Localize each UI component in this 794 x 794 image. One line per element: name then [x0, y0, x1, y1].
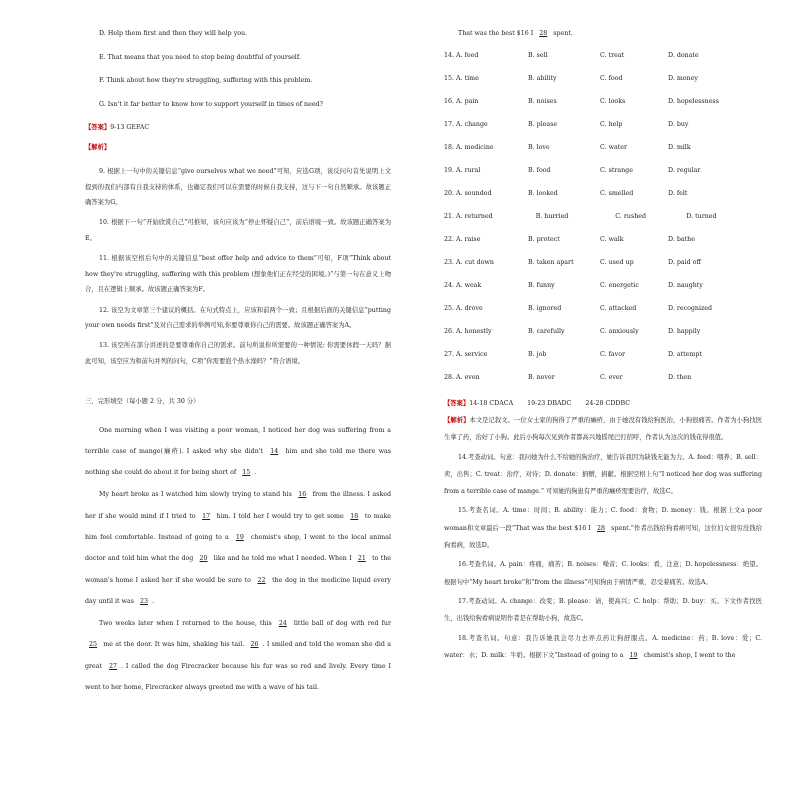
story-paragraph-2: My heart broke as I watched him slowly trying to stand his 16 from the illness. I asked her if she would mind if I tried to 17 him. I told her I would try to get some 18 to make him feel comfortable. Instead of going to a 19 chemist's shop, I went to the local animal doctor and told him what the dog 20 like and he told me what I needed. When I 21 to the woman's home I asked her if she would be sure to 22 the dog in the medicine liquid every day until it was 23 . — [85, 491, 392, 605]
analysis-16: 16.考查名词。A. pain：疼痛，痛苦；B. noises：噪音；C. looks：看，注意；D. hopelessness：绝望。根据句中“My heart broke”和“from the illness”可知狗由于病情严重，忍受着痛苦。故选A。 — [444, 561, 762, 586]
question-option: D. attempt — [668, 351, 702, 358]
question-option: 27. A. service — [444, 351, 488, 358]
question-option: C. energetic — [600, 282, 639, 289]
answer-tag: 【答案】 — [444, 400, 470, 407]
question-option: 24. A. weak — [444, 282, 482, 289]
question-option: D. milk — [668, 144, 691, 151]
question-option: D. paid off — [668, 259, 701, 266]
question-row — [444, 52, 762, 75]
question-option: D. hopelessness — [668, 98, 719, 105]
question-option: D. regular — [668, 167, 701, 174]
story-paragraph-3: Two weeks later when I returned to the house, this 24 little ball of dog with red fur 25 me at the door. It was him, shaking his tail. 26 . I smiled and told the woman she did a great 27 . I called the dog Firecracker because his fur was so red and lively. Every time I went to her home, Firecracker always greeted me with a wave of his tail. — [85, 620, 391, 692]
question-row — [444, 98, 762, 121]
question-option: B. sell — [528, 52, 548, 59]
question-option: D. then — [668, 374, 692, 381]
answer-line-9-13 — [85, 124, 391, 132]
question-option: C. ever — [600, 374, 623, 381]
blank-17: 17 — [202, 512, 211, 520]
question-option: B. taken apart — [528, 259, 574, 266]
question-option: 22. A. raise — [444, 236, 481, 243]
question-row — [444, 167, 762, 190]
analysis-17: 17.考查动词。A. change：改变；B. please：请，使高兴；C. help：帮助；D. buy：买。下文作者找医生，出钱给狗看病说明作者是在帮助小狗，故选C。 — [444, 597, 762, 623]
question-option: B. looked — [528, 190, 558, 197]
analysis-13: 13. 该空所在部分讲述的是要尊重你自己的需求。前句所说你所需要的一种情况: 你需要休假一天吗？据此可知，该空应为和前句并列的问句，C项“你需要泡个热水澡吗？”符合语境。 — [85, 342, 391, 365]
question-option: C. rushed — [615, 213, 647, 220]
question-option: C. walk — [600, 236, 624, 243]
question-option: D. bathe — [668, 236, 695, 243]
question-option: B. carefully — [528, 328, 565, 335]
right-column — [444, 30, 762, 666]
answer-text: 9-13 GEFAC — [110, 124, 150, 131]
question-option: B. never — [528, 374, 555, 381]
blank-19: 19 — [235, 533, 244, 541]
question-option: B. love — [528, 144, 550, 151]
blank-25: 25 — [89, 641, 98, 649]
question-option: 17. A. change — [444, 121, 488, 128]
question-row — [444, 305, 762, 328]
question-option: B. funny — [528, 282, 555, 289]
question-row — [444, 351, 762, 374]
question-option: C. used up — [600, 259, 634, 266]
question-option: 26. A. honestly — [444, 328, 492, 335]
blank-26: 26 — [250, 641, 259, 649]
question-option: D. naughty — [668, 282, 703, 289]
question-option: D. money — [668, 75, 698, 82]
question-option: B. food — [528, 167, 551, 174]
analysis-11: 11. 根据该空格后句中的关键信息“best offer help and advice to them”可知，F项“Think about how they're struggling, suffering with this problem (想象他们正在经受的困境。)”与第一句在意义上吻合，且在逻辑上顺承。故该题正确答案为F。 — [85, 255, 391, 294]
option-d: D. Help them first and then they will help you. — [99, 30, 248, 37]
question-option: 14. A. feed — [444, 52, 479, 59]
question-option: C. food — [600, 75, 623, 82]
question-option: B. protect — [528, 236, 560, 243]
analysis-tag: 【解析】 — [444, 417, 470, 424]
answer-key: 【答案】14-18 CDACA 19-23 DBADC 24-28 CDDBC — [444, 400, 631, 407]
blank-27: 27 — [108, 662, 117, 670]
story-last-line: That was the best $16 I 28 spent. — [458, 30, 573, 37]
question-option: 19. A. rural — [444, 167, 481, 174]
question-option: B. hurried — [535, 213, 569, 220]
question-option: 28. A. even — [444, 374, 480, 381]
question-option: C. strange — [600, 167, 633, 174]
blank-23: 23 — [139, 597, 148, 605]
option-g: G. Isn't it far better to know how to support yourself in times of need? — [99, 100, 323, 108]
question-option: 23. A. cut down — [444, 259, 494, 266]
question-option: D. turned — [686, 213, 717, 220]
question-option: 15. A. time — [444, 75, 479, 82]
analysis-10: 10. 根据下一句“开始欣赏自己”可推知，该句应该为“停止怀疑自己”，前后语境一致。故该题正确答案为E。 — [85, 219, 391, 242]
question-option: B. job — [528, 351, 547, 358]
left-column — [85, 30, 391, 698]
blank-15: 15 — [242, 469, 251, 477]
question-option: 20. A. sounded — [444, 190, 492, 197]
question-option: D. recognized — [668, 305, 713, 312]
question-option: C. water — [600, 144, 628, 151]
analysis-15: 15.考查名词。A. time：时间；B. ability：能力；C. food：食物；D. money：钱。根据上文a poor woman和文章最后一段“That was the best $16 I 28 spent.”作者出钱给狗看病可知，这位妇女很穷没钱给狗看病，故选D。 — [444, 507, 762, 550]
question-option: B. ignored — [528, 305, 562, 312]
analysis-label — [85, 144, 391, 152]
question-option: C. attacked — [600, 305, 637, 312]
analysis-9: 9. 根据上一句中的关键信息“give ourselves what we need”可知，应选G项，该反问句首先说明上文提到的我们内部有自我支持的体系，也确定我们可以在需要的时候自我支持，这与下一句自然顺承。故该题正确答案为G。 — [85, 168, 391, 207]
question-list — [444, 52, 762, 397]
question-row — [444, 282, 762, 305]
blank-20: 20 — [199, 555, 208, 563]
question-option: C. help — [600, 121, 623, 128]
blank-24: 24 — [278, 620, 287, 628]
question-option: B. noises — [528, 98, 557, 105]
question-row — [444, 259, 762, 282]
story-paragraph-1: One morning when I was visiting a poor woman, I noticed her dog was suffering from a terrible case of mange(癞疥). I asked why she didn't 14 him and she told me there was nothing she could do about it for being short of 15 . — [85, 426, 391, 477]
answer-tag: 【答案】 — [85, 124, 111, 131]
analysis-14: 14.考查动词。句意：我问她为什么不给她的狗治疗，她告诉我因为缺钱无能为力。A. feed：喂养；B. sell：卖，出售；C. treat：治疗，对待；D. donate：捐赠，捐献。根据空格上句“I noticed her dog was suffering from a terrible case of mange.” 可知她的狗患有严重的癞疥需要治疗，故选C。 — [444, 453, 762, 496]
question-option: 25. A. drove — [444, 305, 483, 312]
blank-22: 22 — [257, 576, 266, 584]
question-option: D. buy — [668, 121, 689, 128]
section-title: 三、完形填空（每小题 2 分，共 30 分） — [85, 397, 200, 405]
question-option: C. treat — [600, 52, 625, 59]
question-row — [444, 328, 762, 351]
analysis-12: 12. 该空为文章第三个建议的概括。在句式特点上，应该和前两个一致；且根据后面的关键信息“putting your own needs first”及对自己需求的举例可知,你要尊重你自己的需要。故该题正确答案为A。 — [85, 306, 391, 330]
option-e: E. That means that you need to stop being doubtful of yourself. — [99, 53, 301, 61]
blank-18: 18 — [350, 512, 359, 520]
question-row — [444, 213, 762, 236]
question-option: B. ability — [528, 75, 557, 82]
analysis-18: 18.考查名词。句意：我告诉她我会尽力去弄点药让狗舒服点。A. medicine：药；B. love：爱；C. water：水；D. milk：牛奶。根据下文“Instead of going to a 19 chemist's shop, I went to the — [444, 634, 762, 659]
question-row — [444, 190, 762, 213]
question-row — [444, 121, 762, 144]
question-option: C. favor — [600, 351, 626, 358]
question-option: 21. A. returned — [444, 213, 493, 220]
question-option: D. happily — [668, 328, 701, 335]
question-option: C. smelled — [600, 190, 634, 197]
question-option: 18. A. medicine — [444, 144, 494, 151]
blank-14: 14 — [270, 447, 279, 455]
blank-28: 28 — [539, 30, 548, 37]
question-option: D. donate — [668, 52, 699, 59]
question-row — [444, 144, 762, 167]
question-row — [444, 75, 762, 98]
question-row — [444, 236, 762, 259]
question-option: D. felt — [668, 190, 688, 197]
option-f: F. Think about how they're struggling, suffering with this problem. — [99, 77, 313, 84]
option-list — [85, 30, 391, 109]
question-option: C. looks — [600, 98, 626, 105]
question-option: 16. A. pain — [444, 98, 479, 105]
question-option: C. anxiously — [600, 328, 639, 335]
blank-21: 21 — [357, 555, 366, 563]
analysis-tag: 【解析】 — [85, 144, 111, 151]
question-option: B. please — [528, 121, 558, 128]
question-row — [444, 374, 762, 397]
analysis-intro: 【解析】本文是记叙文。一位女士家的狗得了严重的癞疥，由于她没有钱给狗医治，小狗很痛苦。作者为小狗找医生拿了药，治好了小狗。此后小狗每次见到作者都高兴地摇尾巴打招呼，作者认为这次的钱花得很值。 — [444, 417, 763, 442]
blank-16: 16 — [298, 491, 307, 499]
